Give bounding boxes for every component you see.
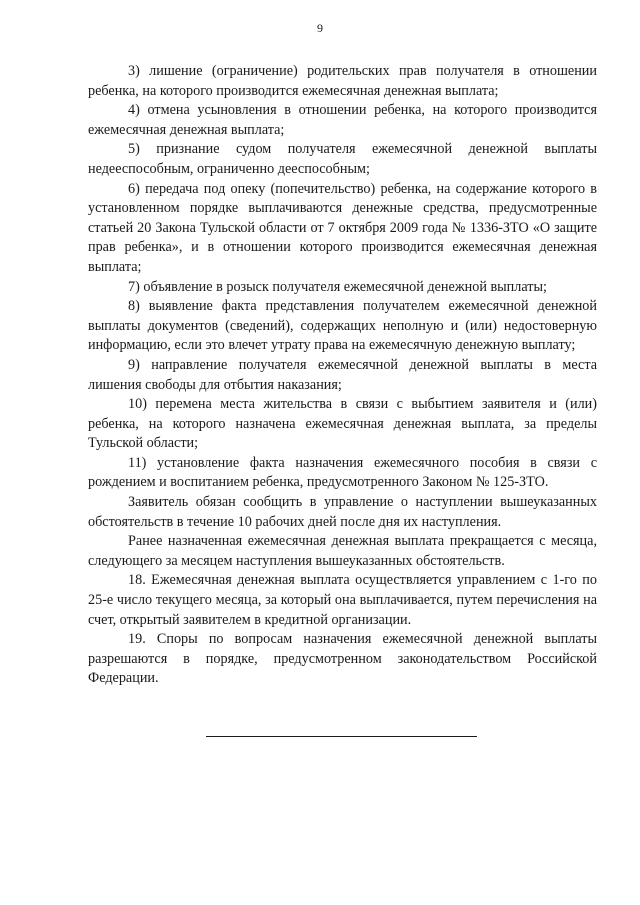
paragraph-item-11: 11) установление факта назначения ежемесячного пособия в связи с рождением и воспитанием ребенка, предусмотренного Законом № 125-ЗТО. (88, 454, 597, 491)
clause-18-paragraph: 18. Ежемесячная денежная выплата осуществляется управлением с 1-го по 25-е число текущего месяца, за который она выплачивается, путем перечисления на счет, открытый заявителем в кредитной организации. (88, 572, 597, 628)
paragraph-item-8: 8) выявление факта представления получателем ежемесячной денежной выплаты документов (сведений), содержащих неполную и (или) недостоверную информацию, если это влечет утрату права на ежемесячную денежную выплату; (88, 298, 597, 354)
paragraph-item-7: 7) объявление в розыск получателя ежемесячной денежной выплаты; (128, 278, 547, 295)
paragraph-item-6: 6) передача под опеку (попечительство) ребенка, на содержание которого в установленном порядке выплачиваются денежные средства, предусмотренные статьей 20 Закона Тульской области от 7 октября 2009 года № 1336-ЗТО «О защите прав ребенка», и в отношении которого производится ежемесячная денежная выплата; (88, 180, 597, 275)
paragraph-item-10: 10) перемена места жительства в связи с выбытием заявителя и (или) ребенка, на которого назначена ежемесячная денежная выплата, за пределы Тульской области; (88, 396, 597, 452)
paragraph-item-9: 9) направление получателя ежемесячной денежной выплаты в места лишения свободы для отбытия наказания; (88, 356, 597, 393)
paragraph-item-3: 3) лишение (ограничение) родительских прав получателя в отношении ребенка, на которого производится ежемесячная денежная выплата; (88, 63, 597, 99)
notification-obligation-paragraph: Заявитель обязан сообщить в управление о наступлении вышеуказанных обстоятельств в течение 10 рабочих дней после дня их наступления. (88, 494, 597, 530)
paragraph-item-5: 5) признание судом получателя ежемесячной денежной выплаты недееспособным, ограниченно дееспособным; (88, 141, 597, 177)
end-separator-line (206, 736, 477, 737)
paragraph-item-4: 4) отмена усыновления в отношении ребенка, на которого производится ежемесячная денежная выплата; (88, 102, 597, 138)
payment-termination-paragraph: Ранее назначенная ежемесячная денежная выплата прекращается с месяца, следующего за месяцем наступления вышеуказанных обстоятельств. (88, 533, 597, 569)
clause-19-paragraph: 19. Споры по вопросам назначения ежемесячной денежной выплаты разрешаются в порядке, предусмотренном законодательством Российской Федерации. (88, 631, 597, 687)
page-number: 9 (317, 21, 323, 35)
document-body (88, 62, 597, 689)
